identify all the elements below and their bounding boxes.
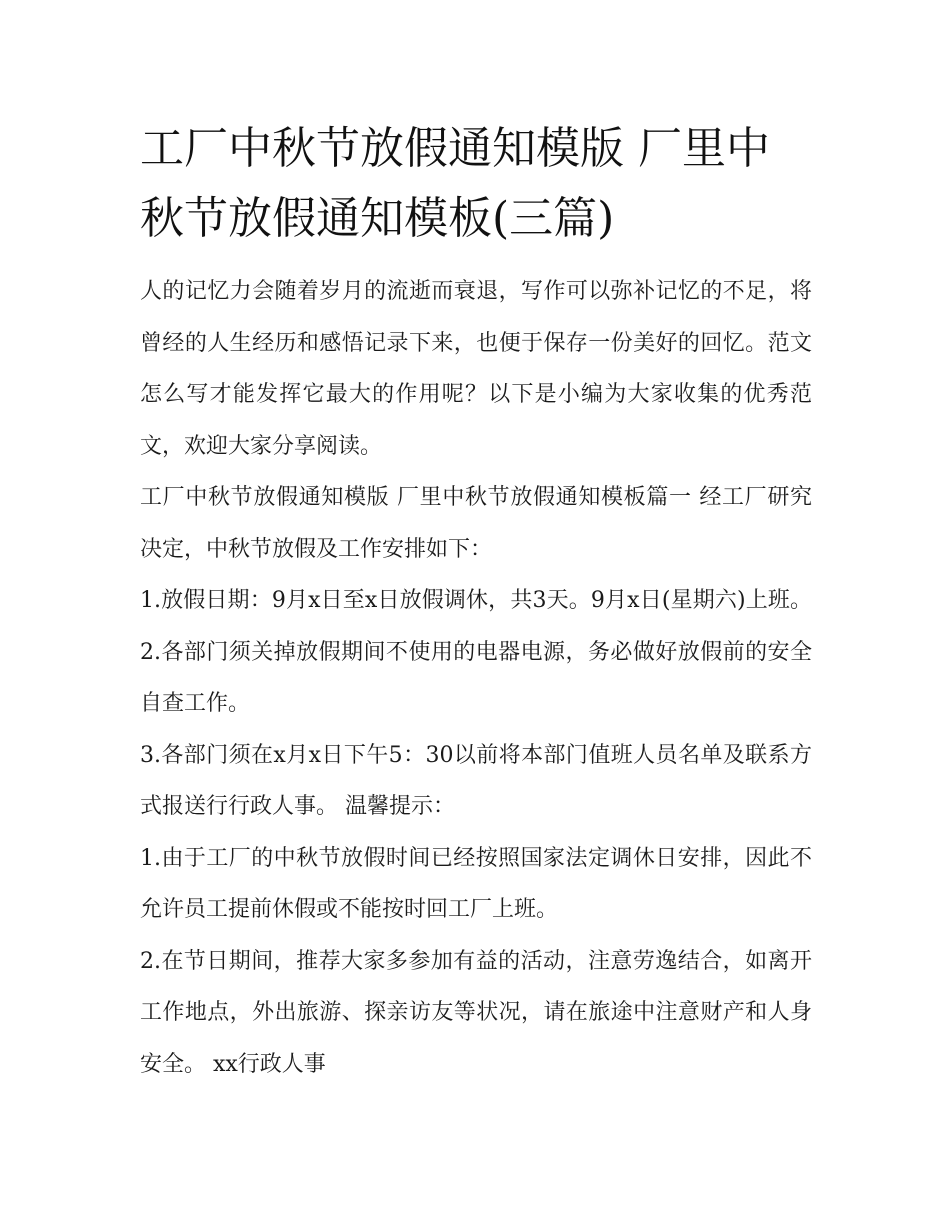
intro-paragraph: 人的记忆力会随着岁月的流逝而衰退，写作可以弥补记忆的不足，将曾经的人生经历和感悟记录下来，也便于保存一份美好的回忆。范文怎么写才能发挥它最大的作用呢？以下是小编为大家收集的优秀范文，欢迎大家分享阅读。 [140, 279, 812, 459]
document-body [140, 114, 812, 1090]
holiday-dates-paragraph: 1.放假日期：9月x日至x日放假调休，共3天。9月x日(星期六)上班。 2.各部门须关掉放假期间不使用的电器电源，务必做好放假前的安全自查工作。 [140, 588, 812, 716]
notice-intro-paragraph: 工厂中秋节放假通知模版 厂里中秋节放假通知模板篇一 经工厂研究决定，中秋节放假及工作安排如下： [140, 485, 812, 562]
reminder-one-paragraph: 1.由于工厂的中秋节放假时间已经按照国家法定调休日安排，因此不允许员工提前休假或不能按时回工厂上班。 [140, 845, 812, 922]
reminder-two-paragraph: 2.在节日期间，推荐大家多参加有益的活动，注意劳逸结合，如离开工作地点，外出旅游、探亲访友等状况，请在旅途中注意财产和人身安全。 xx行政人事 [140, 948, 812, 1077]
duty-roster-paragraph: 3.各部门须在x月x日下午5：30以前将本部门值班人员名单及联系方式报送行行政人事。 温馨提示： [140, 742, 812, 819]
document-title: 工厂中秋节放假通知模版 厂里中秋节放假通知模板(三篇) [140, 123, 770, 244]
